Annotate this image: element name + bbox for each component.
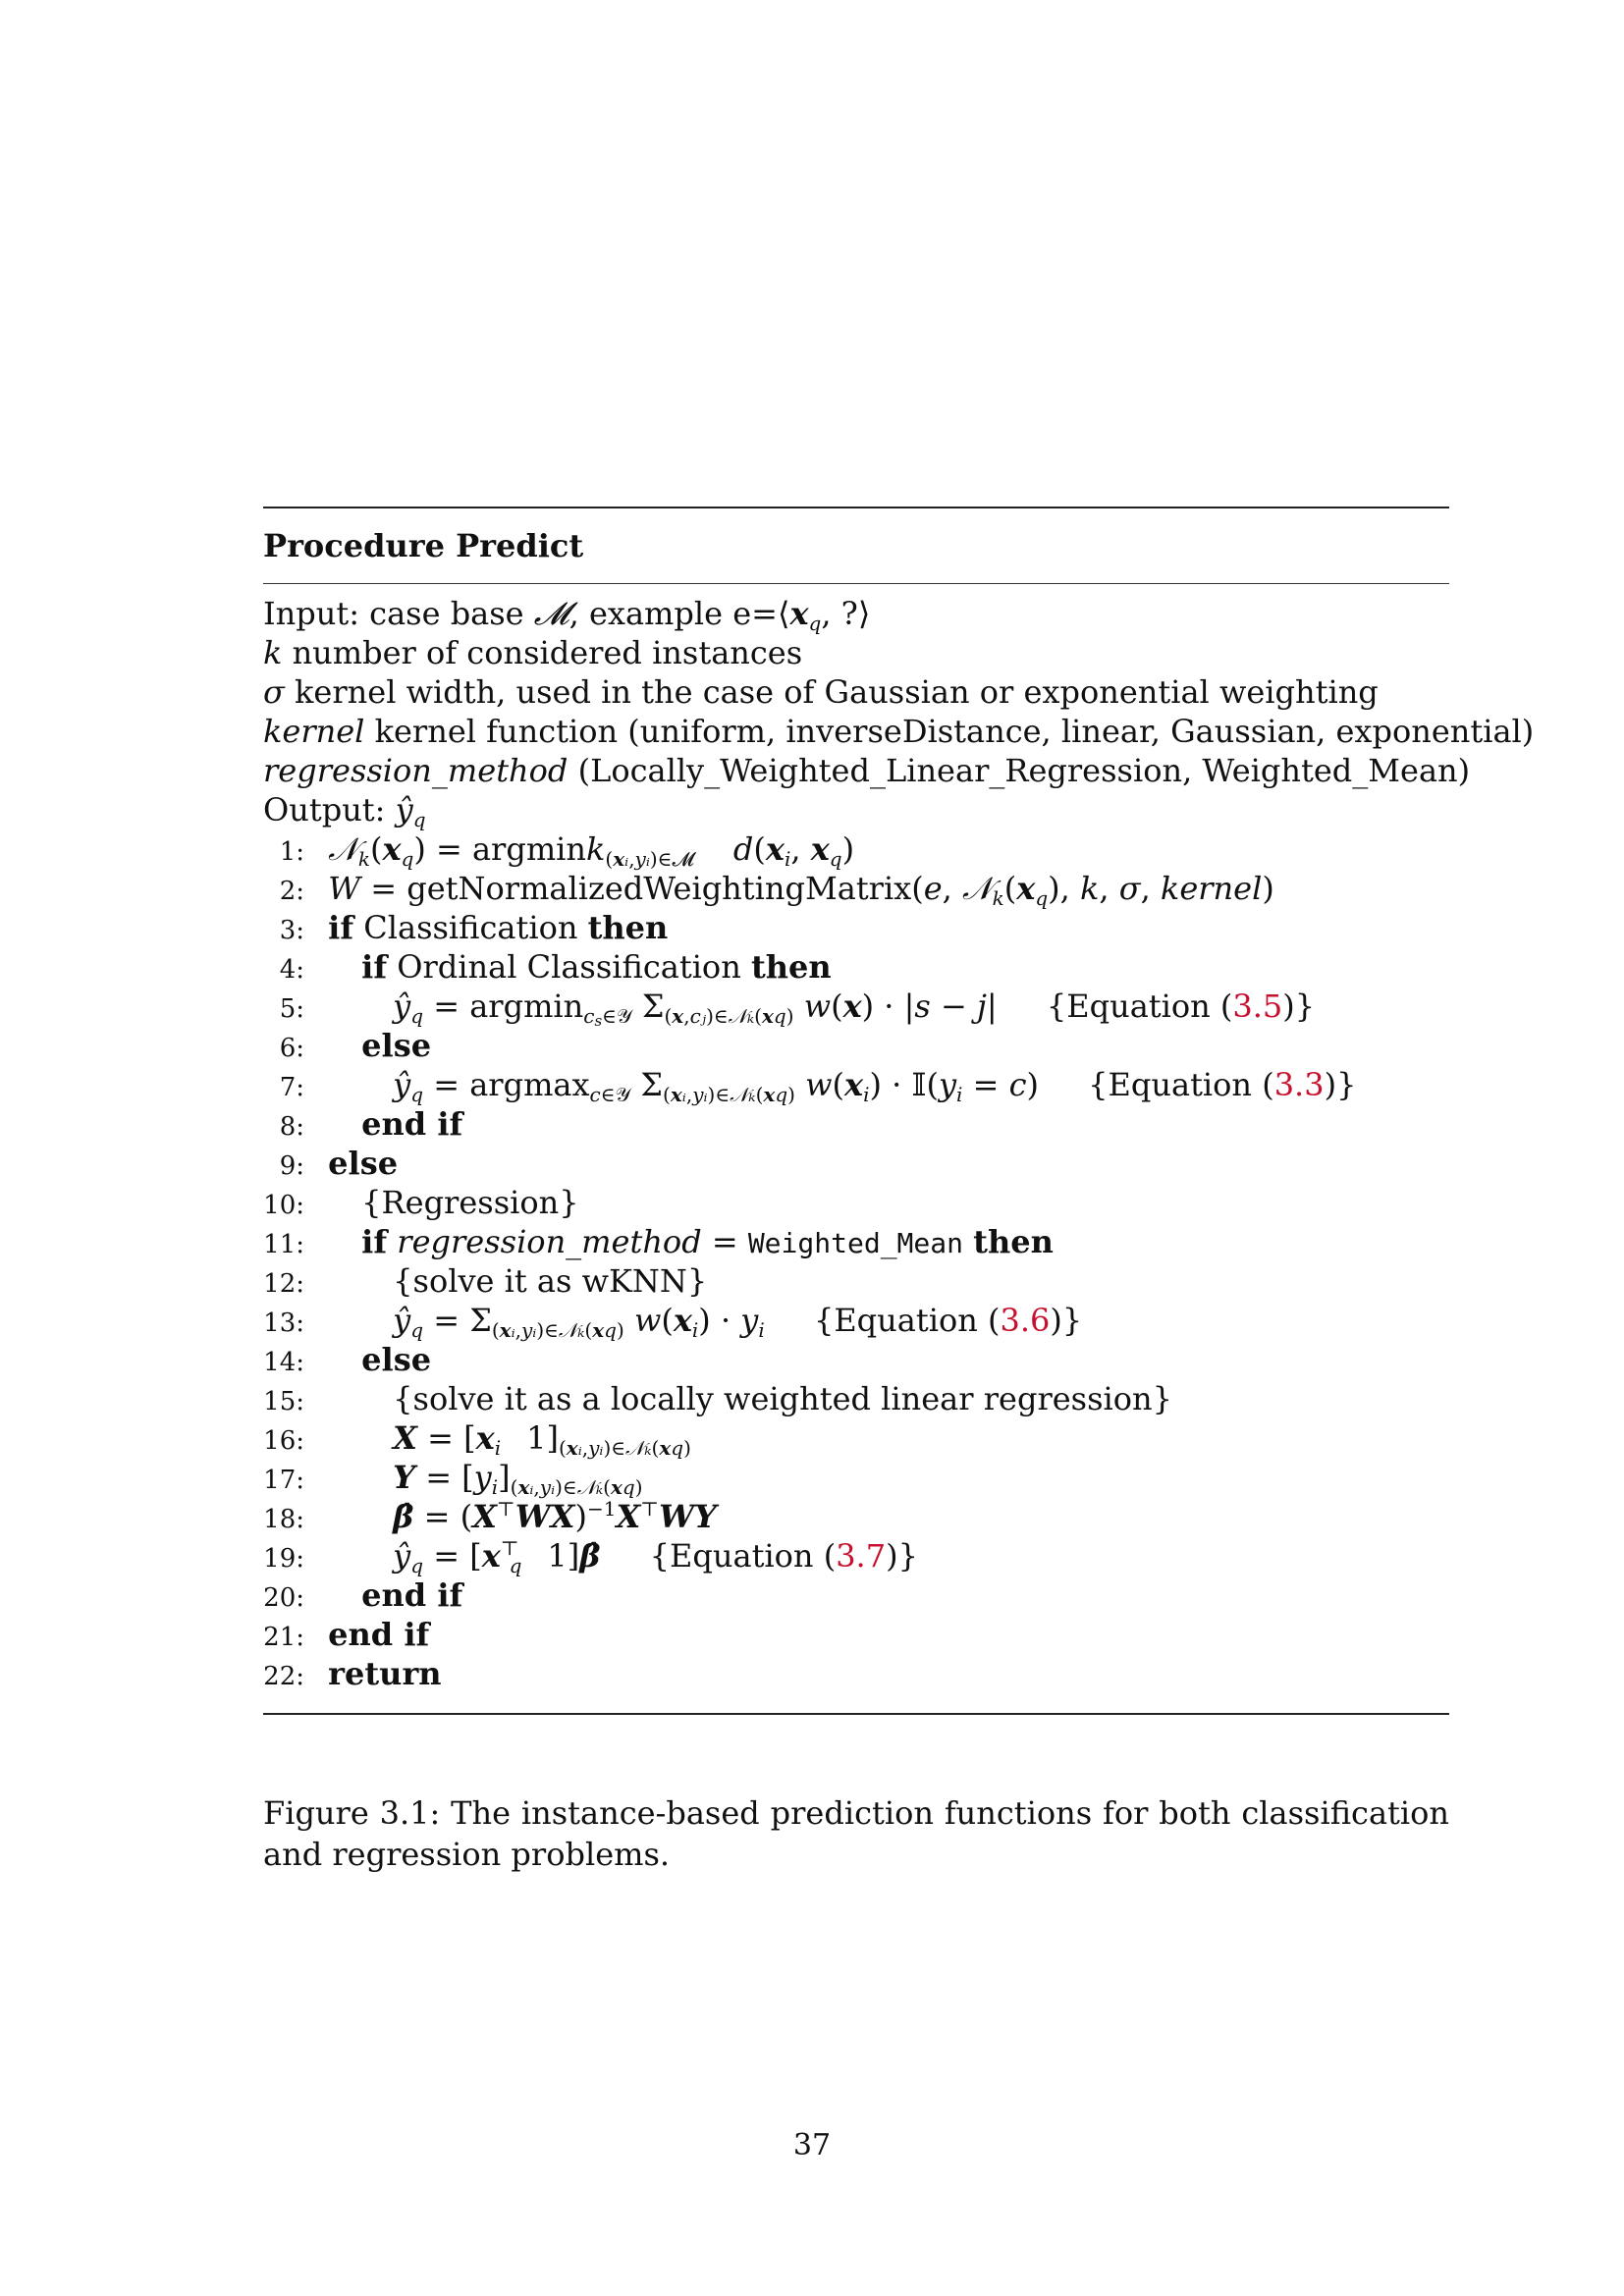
- step-4: [263, 947, 1449, 987]
- output-text: $ŷ_q$: [395, 791, 426, 831]
- keyword-if: if: [361, 948, 388, 986]
- step-22: [263, 1654, 1449, 1693]
- top-rule: [263, 507, 1449, 508]
- step-13: [263, 1301, 1449, 1340]
- step-text: $ŷ_q = [x^⊤_q$ 1]β̂: [393, 1536, 601, 1577]
- page-number: 37: [792, 2128, 832, 2163]
- step-10: [263, 1183, 1449, 1222]
- io-block: [263, 594, 1535, 831]
- keyword-then: then: [973, 1223, 1054, 1260]
- equation-ref-link[interactable]: 3.6: [1000, 1302, 1051, 1339]
- equation-label: {Equation (: [649, 1537, 837, 1575]
- step-text: $ŷ_q = argmin_{c_s\in 𝒴}$ $\Sigma_{(x,cⱼ)\in 𝒩_k(xq)}$ w(x) · |s − j|: [393, 988, 998, 1030]
- equation-close: )}: [1050, 1302, 1083, 1339]
- step-text: Ordinal Classification: [397, 948, 741, 986]
- procedure-title: Procedure Predict: [263, 527, 584, 564]
- input-desc: kernel function (uniform, inverseDistance, linear, Gaussian, exponential): [374, 713, 1535, 750]
- equation-ref-link[interactable]: 3.3: [1273, 1066, 1325, 1103]
- input-kernel: [263, 712, 1535, 751]
- step-16: [263, 1418, 1449, 1458]
- title-rule: [263, 583, 1449, 584]
- step-17: [263, 1458, 1449, 1497]
- line-number: 15:: [263, 1387, 304, 1416]
- output-line: [263, 790, 1449, 829]
- line-number: 8:: [279, 1112, 304, 1142]
- step-5: [263, 987, 1449, 1030]
- line-number: 11:: [263, 1230, 304, 1259]
- equation-close: )}: [1282, 988, 1316, 1025]
- steps-list: [263, 829, 1449, 1693]
- step-comment: {solve it as a locally weighted linear regression}: [393, 1380, 1172, 1417]
- line-number: 20:: [263, 1583, 304, 1613]
- equation-label: {Equation (: [813, 1302, 1001, 1339]
- step-text: $X = [x_i$ $1]_{(xᵢ,yᵢ)\in 𝒩_k(xq)}$: [393, 1419, 691, 1460]
- figure-caption: Figure 3.1: The instance-based prediction functions for both classification and regression problems.: [263, 1794, 1449, 1873]
- step-text: β̂ = $(X^⊤WX)^{-1}X^⊤WY$: [393, 1497, 717, 1535]
- keyword-if: if: [361, 1223, 388, 1260]
- step-text: $ŷ_q = \Sigma_{(xᵢ,yᵢ)\in 𝒩_k(xq)}$ $w(x_i) \cdot y_i$: [393, 1302, 765, 1342]
- step-text: $Y = [y_i]_{(xᵢ,yᵢ)\in 𝒩_k(xq)}$: [393, 1459, 643, 1499]
- line-number: 6:: [279, 1034, 304, 1063]
- input-line: [263, 594, 1449, 633]
- keyword-end-if: end if: [361, 1105, 463, 1143]
- line-number: 9:: [279, 1151, 304, 1181]
- step-21: [263, 1615, 1449, 1654]
- input-k: [263, 633, 1449, 672]
- output-prefix: Output:: [263, 791, 386, 828]
- keyword-else: else: [328, 1145, 399, 1182]
- input-desc: number of considered instances: [292, 634, 803, 671]
- keyword-return: return: [328, 1655, 442, 1692]
- step-14: [263, 1340, 1449, 1379]
- input-var: kernel: [263, 713, 365, 750]
- keyword-then: then: [587, 909, 669, 946]
- step-text: regression_method =: [397, 1223, 738, 1260]
- line-number: 22:: [263, 1662, 304, 1691]
- step-20: [263, 1575, 1449, 1615]
- step-text: $𝒩_k(x_q) = argmink_{(xᵢ,yᵢ)\in 𝓜}$ $d(x_i$, $x_q$): [328, 830, 855, 871]
- step-19: [263, 1536, 1449, 1575]
- input-sigma: [263, 672, 1449, 712]
- step-8: [263, 1104, 1449, 1144]
- line-number: 19:: [263, 1544, 304, 1574]
- step-comment: {Regression}: [361, 1184, 579, 1221]
- equation-close: )}: [886, 1537, 918, 1575]
- line-number: 10:: [263, 1191, 304, 1220]
- step-18: [263, 1497, 1449, 1536]
- line-number: 14:: [263, 1348, 304, 1377]
- keyword-if: if: [328, 909, 354, 946]
- line-number: 18:: [263, 1505, 304, 1534]
- step-7: [263, 1065, 1449, 1104]
- step-text: W = getNormalizedWeightingMatrix(e, $𝒩_k(x_q)$, k, σ, kernel): [328, 870, 1274, 910]
- line-number: 12:: [263, 1269, 304, 1299]
- keyword-else: else: [361, 1341, 432, 1378]
- input-prefix: Input:: [263, 595, 359, 632]
- line-number: 16:: [263, 1426, 304, 1456]
- input-var: k: [263, 634, 283, 671]
- line-number: 7:: [279, 1073, 304, 1102]
- line-number: 13:: [263, 1308, 304, 1338]
- keyword-else: else: [361, 1027, 432, 1064]
- equation-ref-link[interactable]: 3.7: [836, 1537, 887, 1575]
- step-11: [263, 1222, 1449, 1261]
- step-text: $ŷ_q = argmax_{c\in 𝒴}$ $\Sigma_{(xᵢ,yᵢ)\in 𝒩_k(xq)}$ $w(x_i)$ · $𝕀(y_i = c)$: [393, 1066, 1039, 1106]
- step-12: [263, 1261, 1449, 1301]
- algorithm-box: [263, 507, 1535, 1715]
- keyword-end-if: end if: [361, 1576, 463, 1614]
- keyword-then: then: [750, 948, 832, 986]
- equation-close: )}: [1324, 1066, 1357, 1103]
- equation-label: {Equation (: [1088, 1066, 1274, 1103]
- line-number: 2:: [279, 877, 304, 906]
- input-var: σ: [263, 673, 285, 711]
- line-number: 17:: [263, 1466, 304, 1495]
- input-desc: kernel width, used in the case of Gaussian or exponential weighting: [295, 673, 1379, 711]
- step-15: [263, 1379, 1449, 1418]
- input-var: regression_method: [263, 752, 568, 789]
- equation-label: {Equation (: [1046, 988, 1233, 1025]
- weighted-mean-literal: Weighted_Mean: [747, 1227, 963, 1259]
- step-9: [263, 1144, 1449, 1183]
- step-comment: {solve it as wKNN}: [393, 1262, 708, 1300]
- line-number: 5:: [279, 994, 304, 1024]
- line-number: 3:: [279, 916, 304, 945]
- step-2: [263, 869, 1449, 908]
- equation-ref-link[interactable]: 3.5: [1232, 988, 1283, 1025]
- line-number: 1:: [279, 837, 304, 867]
- step-3: [263, 908, 1449, 947]
- step-text: Classification: [363, 909, 578, 946]
- input-text: case base 𝓜, example $e=⟨x_q$, ?⟩: [369, 595, 871, 635]
- input-desc: (Locally_Weighted_Linear_Regression, Weighted_Mean): [577, 752, 1471, 789]
- bottom-rule: [263, 1713, 1449, 1715]
- line-number: 21:: [263, 1623, 304, 1652]
- keyword-end-if: end if: [328, 1616, 430, 1653]
- step-6: [263, 1026, 1449, 1065]
- input-regression-method: [263, 751, 1471, 790]
- step-1: [263, 829, 1449, 869]
- line-number: 4:: [279, 955, 304, 985]
